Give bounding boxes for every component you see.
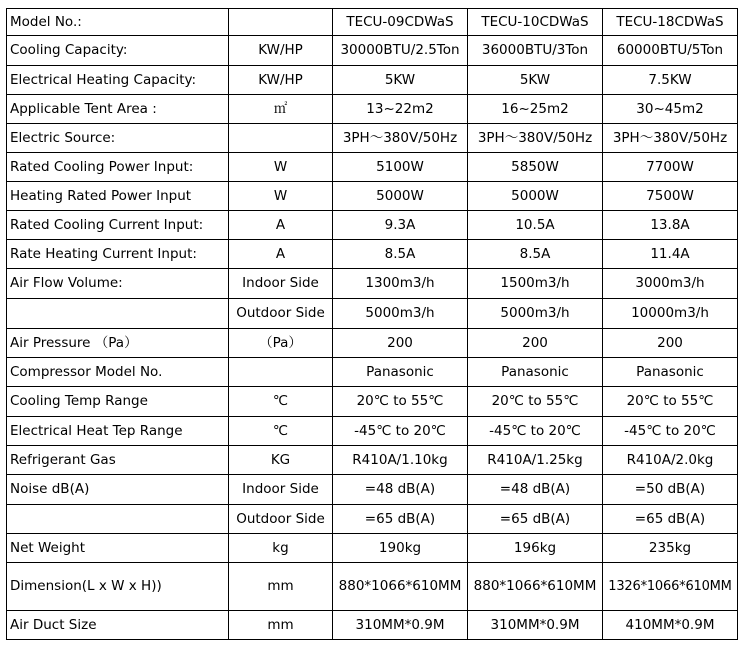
row-unit: ㎡ (229, 95, 333, 124)
table-row (7, 36, 738, 66)
row-value: 1500m3/h (468, 269, 603, 299)
model-3-header: TECU-18CDWaS (603, 9, 738, 36)
row-value: =48 dB(A) (468, 475, 603, 505)
row-label: Net Weight (7, 534, 229, 563)
table-row (7, 446, 738, 475)
row-value: 8.5A (468, 240, 603, 269)
row-value: Panasonic (468, 358, 603, 387)
row-value: =65 dB(A) (333, 505, 468, 534)
row-value: =48 dB(A) (333, 475, 468, 505)
row-value: R410A/1.10kg (333, 446, 468, 475)
row-unit: Outdoor Side (229, 299, 333, 329)
row-unit (229, 358, 333, 387)
model-1-header: TECU-09CDWaS (333, 9, 468, 36)
row-value: 880*1066*610MM (333, 563, 468, 611)
row-label: Air Duct Size (7, 611, 229, 640)
row-unit: KW/HP (229, 36, 333, 66)
row-value: 30~45m2 (603, 95, 738, 124)
row-value: -45℃ to 20℃ (468, 417, 603, 446)
table-header-row (7, 9, 738, 36)
row-value: 5KW (333, 66, 468, 95)
row-value: =65 dB(A) (603, 505, 738, 534)
row-unit: A (229, 211, 333, 240)
row-value: Panasonic (333, 358, 468, 387)
row-value: 20℃ to 55℃ (468, 387, 603, 417)
row-value: R410A/1.25kg (468, 446, 603, 475)
row-label: Rated Cooling Current Input: (7, 211, 229, 240)
table-row (7, 211, 738, 240)
table-row (7, 153, 738, 182)
row-value: 235kg (603, 534, 738, 563)
row-value: 196kg (468, 534, 603, 563)
row-value: 10.5A (468, 211, 603, 240)
row-unit: Indoor Side (229, 475, 333, 505)
row-label: Cooling Capacity: (7, 36, 229, 66)
row-value: 200 (603, 329, 738, 358)
table-row (7, 417, 738, 446)
spec-table-body (7, 9, 738, 640)
row-value: -45℃ to 20℃ (333, 417, 468, 446)
table-row (7, 182, 738, 211)
table-row (7, 240, 738, 269)
row-unit: （Pa） (229, 329, 333, 358)
row-label: Applicable Tent Area : (7, 95, 229, 124)
row-value: 190kg (333, 534, 468, 563)
row-value: 11.4A (603, 240, 738, 269)
row-value: 36000BTU/3Ton (468, 36, 603, 66)
row-value: 3000m3/h (603, 269, 738, 299)
row-unit (229, 124, 333, 153)
row-unit: ℃ (229, 387, 333, 417)
row-label: Dimension(L x W x H)) (7, 563, 229, 611)
row-label: Heating Rated Power Input (7, 182, 229, 211)
row-unit: mm (229, 611, 333, 640)
row-label: Air Flow Volume: (7, 269, 229, 299)
row-label: Rate Heating Current Input: (7, 240, 229, 269)
row-value: 3PH～380V/50Hz (603, 124, 738, 153)
table-row (7, 387, 738, 417)
row-value: 30000BTU/2.5Ton (333, 36, 468, 66)
table-row (7, 358, 738, 387)
row-value: 200 (468, 329, 603, 358)
row-unit: KG (229, 446, 333, 475)
row-value: 8.5A (333, 240, 468, 269)
row-value: 60000BTU/5Ton (603, 36, 738, 66)
row-unit: ℃ (229, 417, 333, 446)
row-label: Electrical Heating Capacity: (7, 66, 229, 95)
row-label: Noise dB(A) (7, 475, 229, 505)
row-value: 410MM*0.9M (603, 611, 738, 640)
spec-table (6, 8, 738, 640)
row-value: 13.8A (603, 211, 738, 240)
table-row (7, 505, 738, 534)
row-value: 5850W (468, 153, 603, 182)
row-value: 9.3A (333, 211, 468, 240)
header-label-cell: Model No.: (7, 9, 229, 36)
row-unit: W (229, 153, 333, 182)
row-unit: mm (229, 563, 333, 611)
table-row (7, 563, 738, 611)
table-row (7, 124, 738, 153)
row-value: 16~25m2 (468, 95, 603, 124)
table-row (7, 611, 738, 640)
row-value: R410A/2.0kg (603, 446, 738, 475)
row-label: Air Pressure （Pa） (7, 329, 229, 358)
row-value: 200 (333, 329, 468, 358)
row-value: 7700W (603, 153, 738, 182)
row-label: Electrical Heat Tep Range (7, 417, 229, 446)
row-value: 5000m3/h (333, 299, 468, 329)
row-value: =50 dB(A) (603, 475, 738, 505)
row-value: 20℃ to 55℃ (603, 387, 738, 417)
header-unit-cell (229, 9, 333, 36)
row-unit: W (229, 182, 333, 211)
row-value: 5000W (468, 182, 603, 211)
table-row (7, 95, 738, 124)
row-value: 3PH～380V/50Hz (468, 124, 603, 153)
row-value: Panasonic (603, 358, 738, 387)
table-row (7, 475, 738, 505)
row-value: 5000m3/h (468, 299, 603, 329)
table-row (7, 534, 738, 563)
row-value: 20℃ to 55℃ (333, 387, 468, 417)
row-label: Compressor Model No. (7, 358, 229, 387)
row-unit: Indoor Side (229, 269, 333, 299)
row-unit: Outdoor Side (229, 505, 333, 534)
row-label: Refrigerant Gas (7, 446, 229, 475)
table-row (7, 66, 738, 95)
row-value: 7500W (603, 182, 738, 211)
row-value: 5KW (468, 66, 603, 95)
row-value: 3PH～380V/50Hz (333, 124, 468, 153)
row-value: 1326*1066*610MM (603, 563, 738, 611)
row-label (7, 505, 229, 534)
row-value: 310MM*0.9M (333, 611, 468, 640)
row-unit: kg (229, 534, 333, 563)
row-label: Electric Source: (7, 124, 229, 153)
row-unit: KW/HP (229, 66, 333, 95)
model-2-header: TECU-10CDWaS (468, 9, 603, 36)
row-label: Cooling Temp Range (7, 387, 229, 417)
row-value: 7.5KW (603, 66, 738, 95)
row-label: Rated Cooling Power Input: (7, 153, 229, 182)
row-label (7, 299, 229, 329)
row-value: =65 dB(A) (468, 505, 603, 534)
row-value: 880*1066*610MM (468, 563, 603, 611)
row-value: 5100W (333, 153, 468, 182)
row-unit: A (229, 240, 333, 269)
row-value: -45℃ to 20℃ (603, 417, 738, 446)
table-row (7, 299, 738, 329)
row-value: 310MM*0.9M (468, 611, 603, 640)
row-value: 10000m3/h (603, 299, 738, 329)
row-value: 13~22m2 (333, 95, 468, 124)
table-row (7, 269, 738, 299)
row-value: 5000W (333, 182, 468, 211)
row-value: 1300m3/h (333, 269, 468, 299)
table-row (7, 329, 738, 358)
